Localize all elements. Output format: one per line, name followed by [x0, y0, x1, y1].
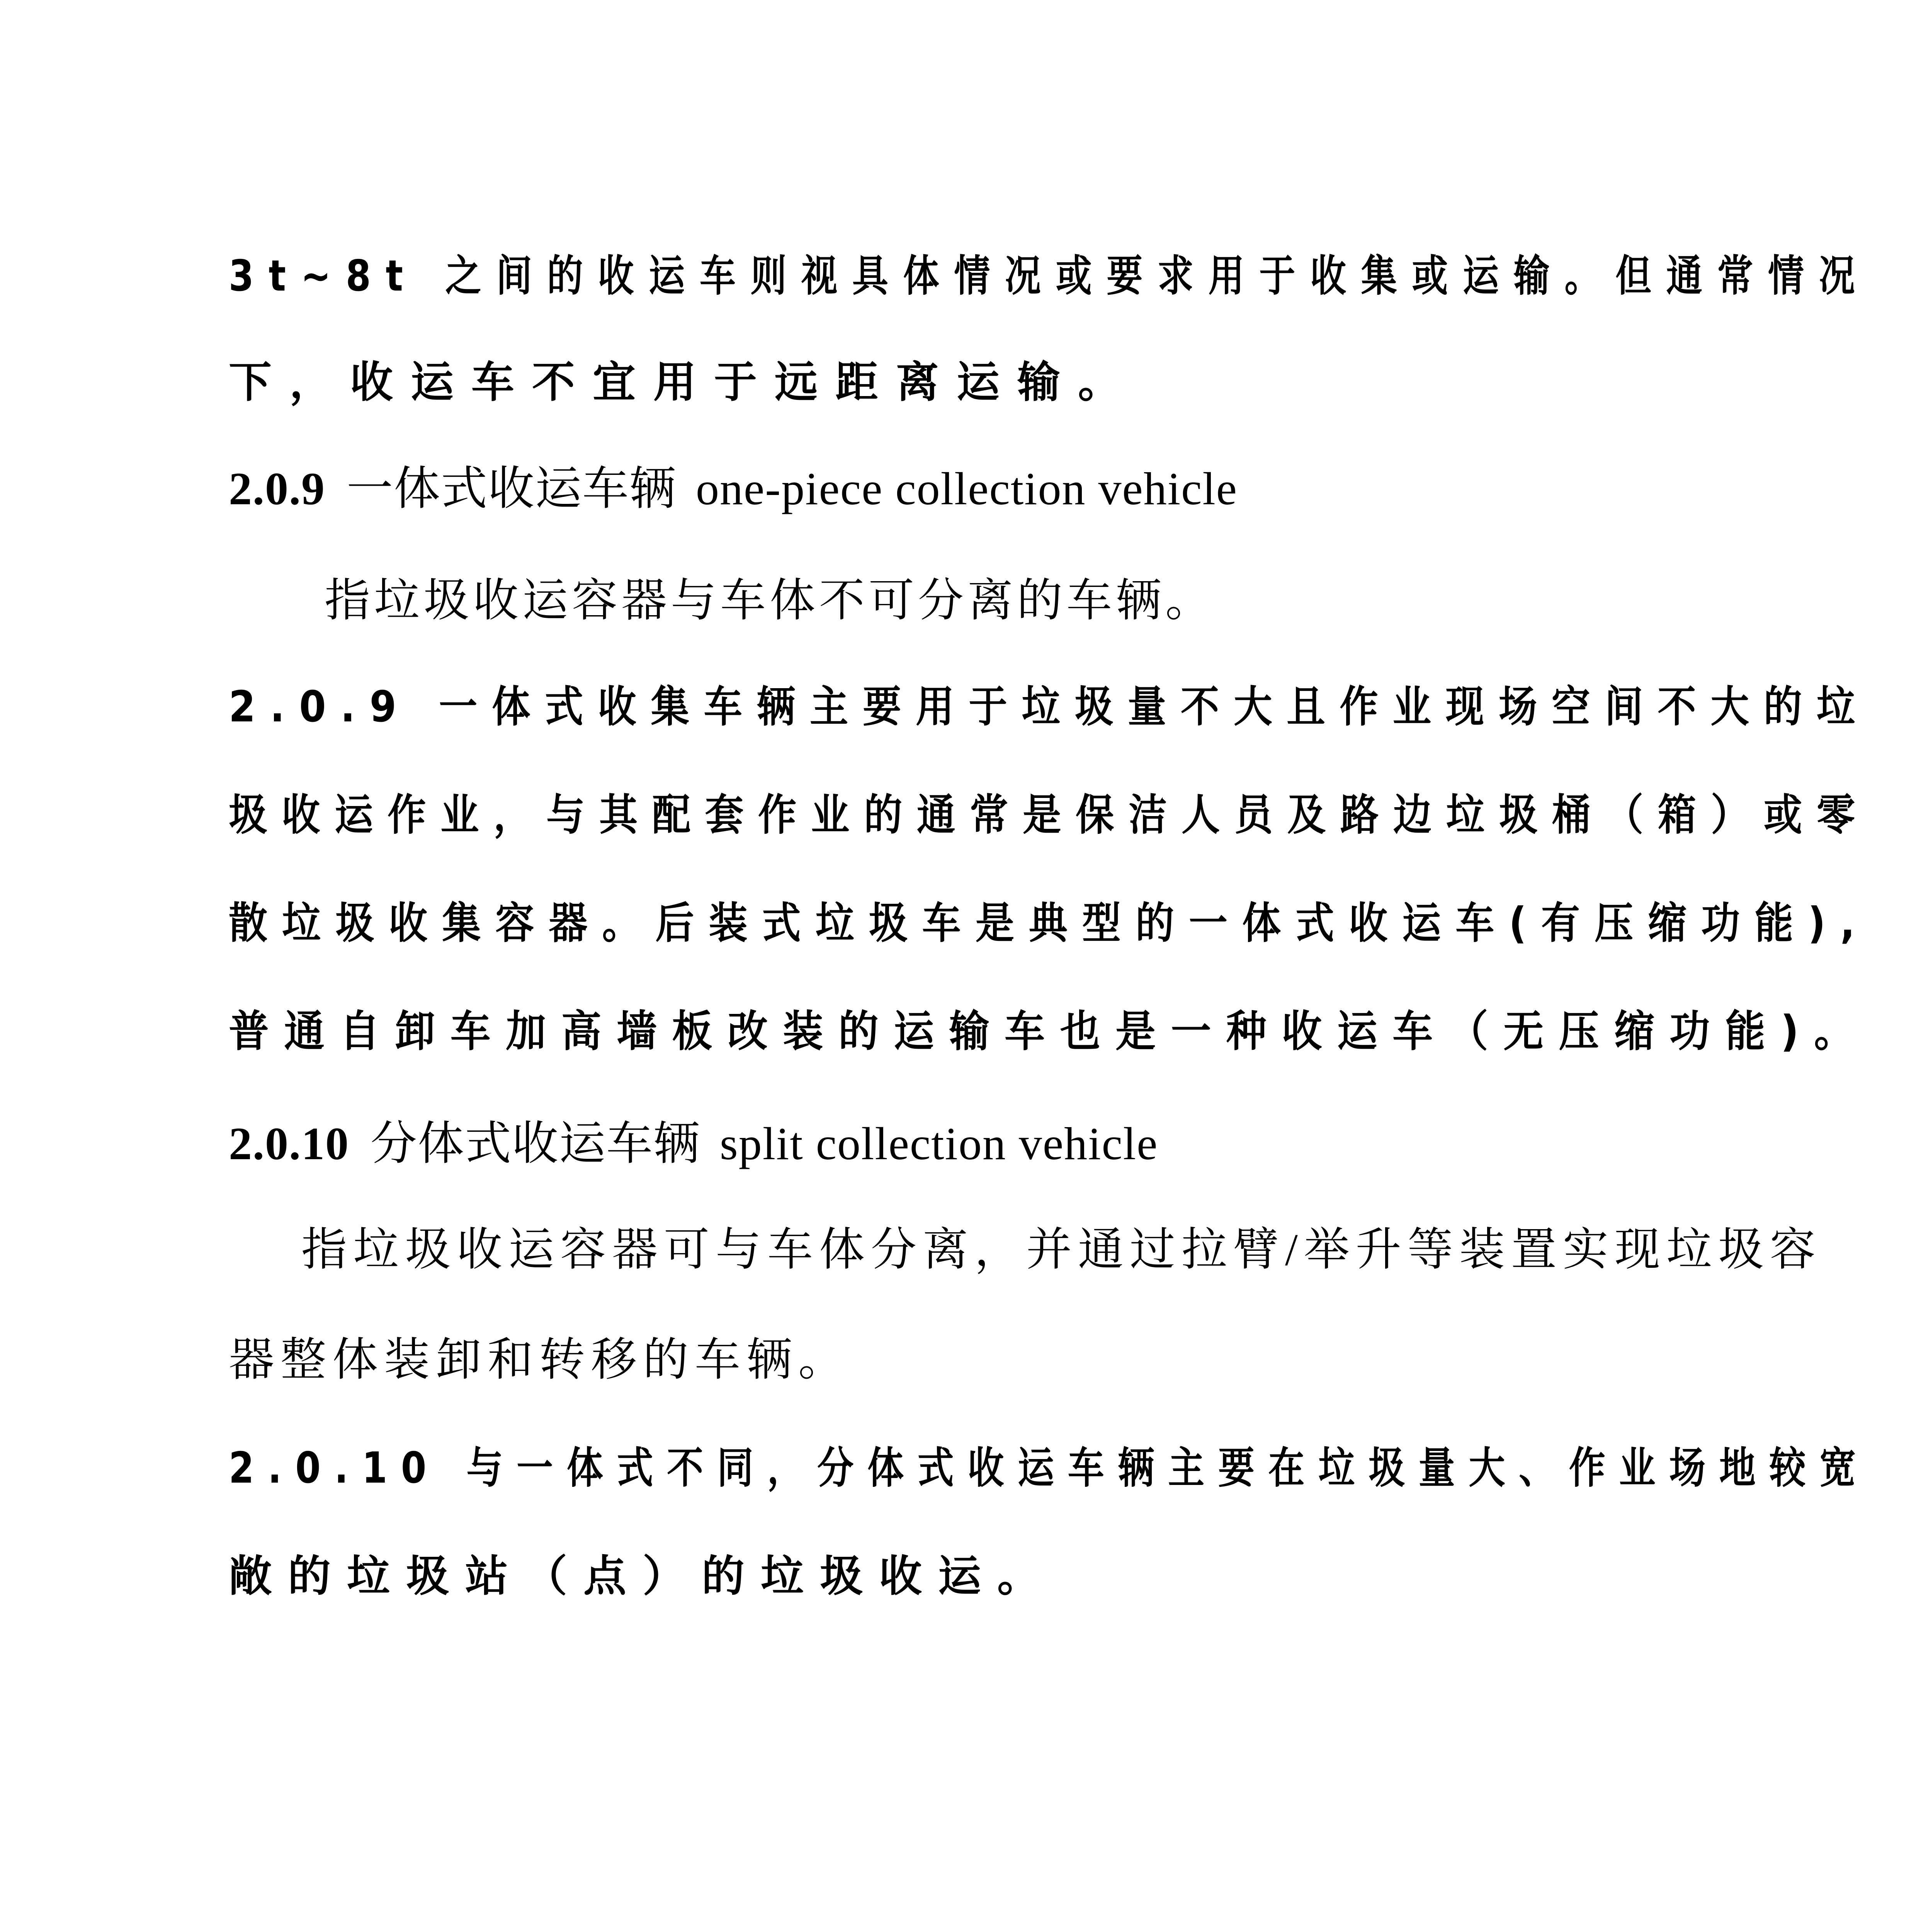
- commentary-line: 下，收运车不宜用于远距离运输。: [229, 357, 1139, 407]
- commentary-line: 普通自卸车加高墙板改装的运输车也是一种收运车（无压缩功能)。: [229, 1007, 1870, 1056]
- term-english: one-piece collection vehicle: [696, 463, 1238, 514]
- commentary-line: 3t~8t 之间的收运车则视具体情况或要求用于收集或运输。但通常情况: [229, 251, 1870, 301]
- commentary-line: 散垃圾收集容器。后装式垃圾车是典型的一体式收运车(有压缩功能),: [229, 898, 1870, 948]
- term-chinese: 一体式收运车辆: [347, 463, 677, 514]
- commentary-line: 敞的垃圾站（点）的垃圾收运。: [229, 1551, 1057, 1601]
- commentary-line: 圾收运作业，与其配套作业的通常是保洁人员及路边垃圾桶（箱）或零: [229, 790, 1870, 840]
- term-definition: 指垃圾收运容器与车体不可分离的车辆。: [325, 575, 1215, 626]
- term-definition: 指垃圾收运容器可与车体分离，并通过拉臂/举升等装置实现垃圾容: [301, 1225, 1822, 1275]
- term-heading-2-0-10: [229, 1119, 1158, 1169]
- term-heading-2-0-9: [229, 464, 1238, 514]
- term-english: split collection vehicle: [720, 1118, 1158, 1169]
- term-chinese: 分体式收运车辆: [371, 1118, 700, 1169]
- commentary-line: 2.0.9 一体式收集车辆主要用于垃圾量不大且作业现场空间不大的垃: [229, 682, 1870, 732]
- term-definition: 器整体装卸和转移的车辆。: [229, 1335, 850, 1385]
- term-number: 2.0.10: [229, 1118, 349, 1169]
- commentary-line: 2.0.10 与一体式不同，分体式收运车辆主要在垃圾量大、作业场地较宽: [229, 1443, 1870, 1493]
- term-number: 2.0.9: [229, 463, 325, 514]
